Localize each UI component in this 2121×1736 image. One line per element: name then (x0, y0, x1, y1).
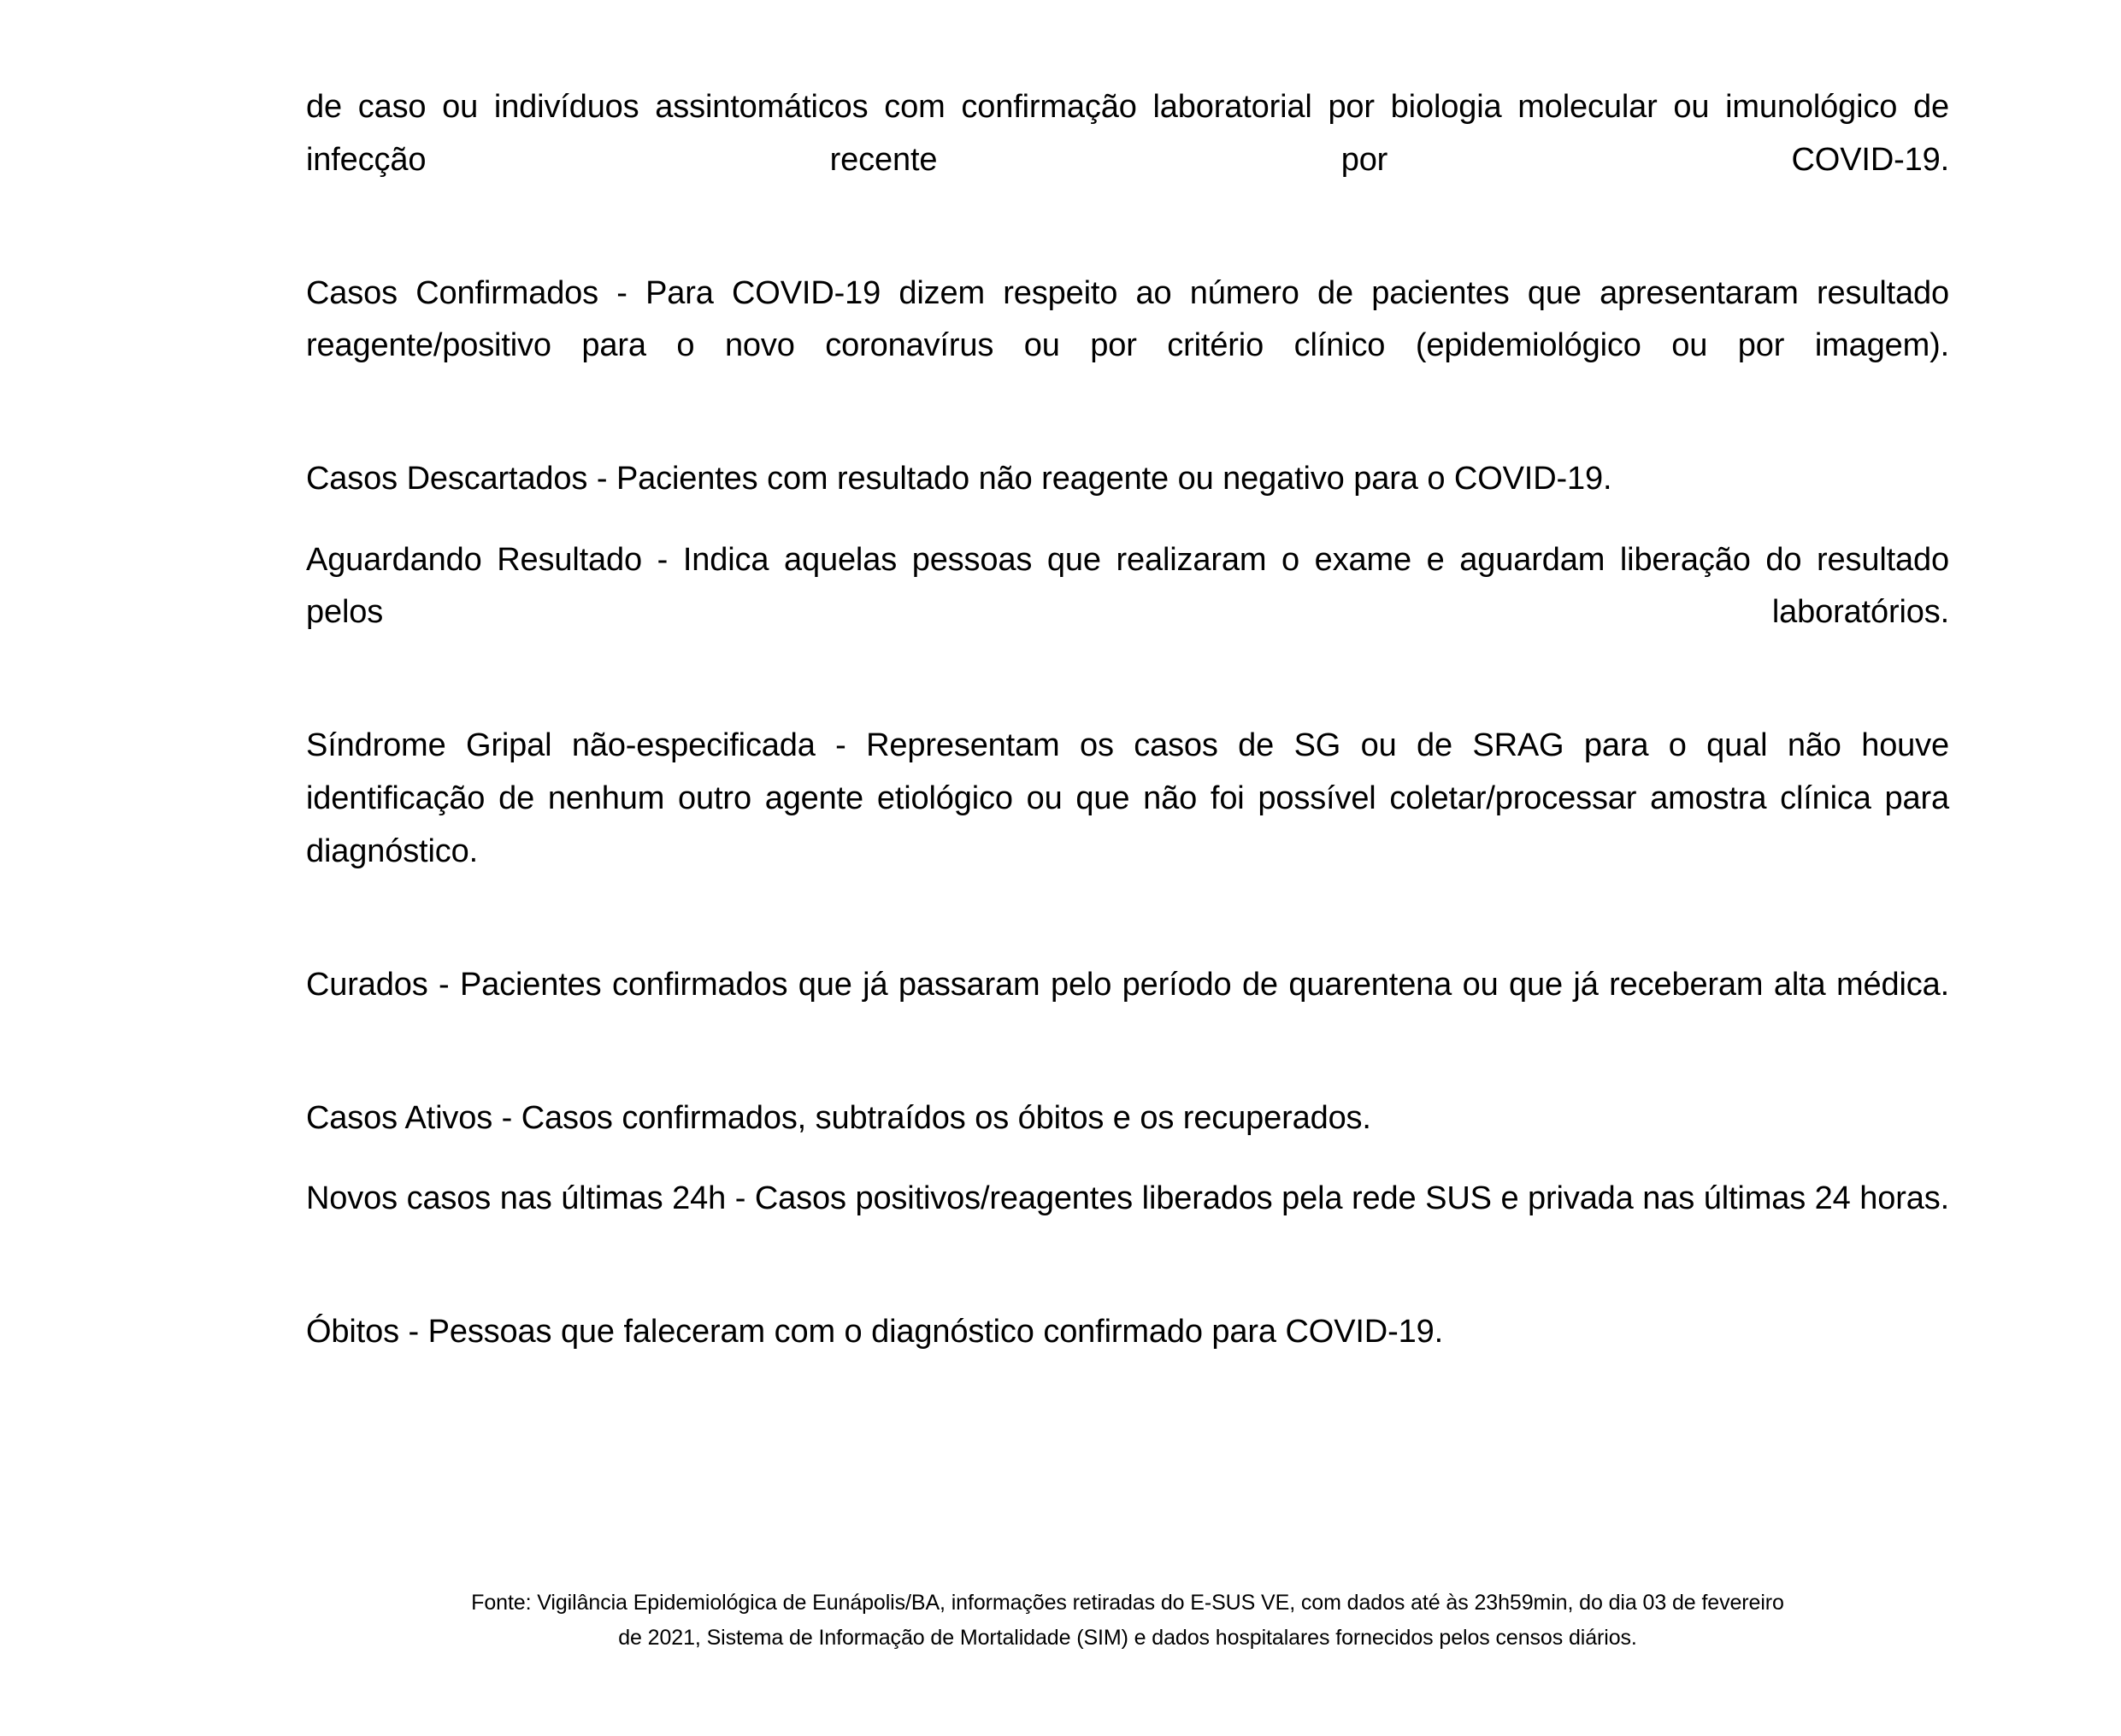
paragraph-casos-confirmados: Casos Confirmados - Para COVID-19 dizem respeito ao número de pacientes que apresentaram resultado reagente/positivo para o novo coronavírus ou por critério clínico (epidemiológico ou por imagem). (306, 274, 1949, 364)
paragraph-casos-ativos: Casos Ativos - Casos confirmados, subtraídos os óbitos e os recuperados. (306, 1099, 1371, 1136)
paragraph-novos-casos-24h: Novos casos nas últimas 24h - Casos positivos/reagentes liberados pela rede SUS e privada nas últimas 24 horas. (306, 1180, 1949, 1217)
footer-source-line-1: Fonte: Vigilância Epidemiológica de Eunápolis/BA, informações retiradas do E-SUS VE, com dados até às 23h59min, do dia 03 de fevereiro (471, 1591, 1784, 1615)
page-footer (306, 1586, 1949, 1655)
paragraph-aguardando-resultado: Aguardando Resultado - Indica aquelas pessoas que realizaram o exame e aguardam liberação do resultado pelos laboratórios. (306, 541, 1949, 631)
footer-source-line-2: de 2021, Sistema de Informação de Mortalidade (SIM) e dados hospitalares fornecidos pelos censos diários. (618, 1625, 1637, 1650)
paragraph-curados: Curados - Pacientes confirmados que já passaram pelo período de quarentena ou que já receberam alta médica. (306, 966, 1949, 1003)
document-body (306, 81, 1949, 1359)
paragraph-casos-descartados: Casos Descartados - Pacientes com resultado não reagente ou negativo para o COVID-19. (306, 461, 1612, 497)
paragraph-sindrome-gripal-nao-especificada: Síndrome Gripal não-especificada - Representam os casos de SG ou de SRAG para o qual não houve identificação de nenhum outro agente etiológico ou que não foi possível coletar/processar amostra clínica para diagnóstico. (306, 727, 1949, 869)
paragraph-obitos: Óbitos - Pessoas que faleceram com o diagnóstico confirmado para COVID-19. (306, 1314, 1443, 1351)
paragraph-continuation: de caso ou indivíduos assintomáticos com confirmação laboratorial por biologia molecular ou imunológico de infecção recente por COVID-19. (306, 89, 1949, 178)
